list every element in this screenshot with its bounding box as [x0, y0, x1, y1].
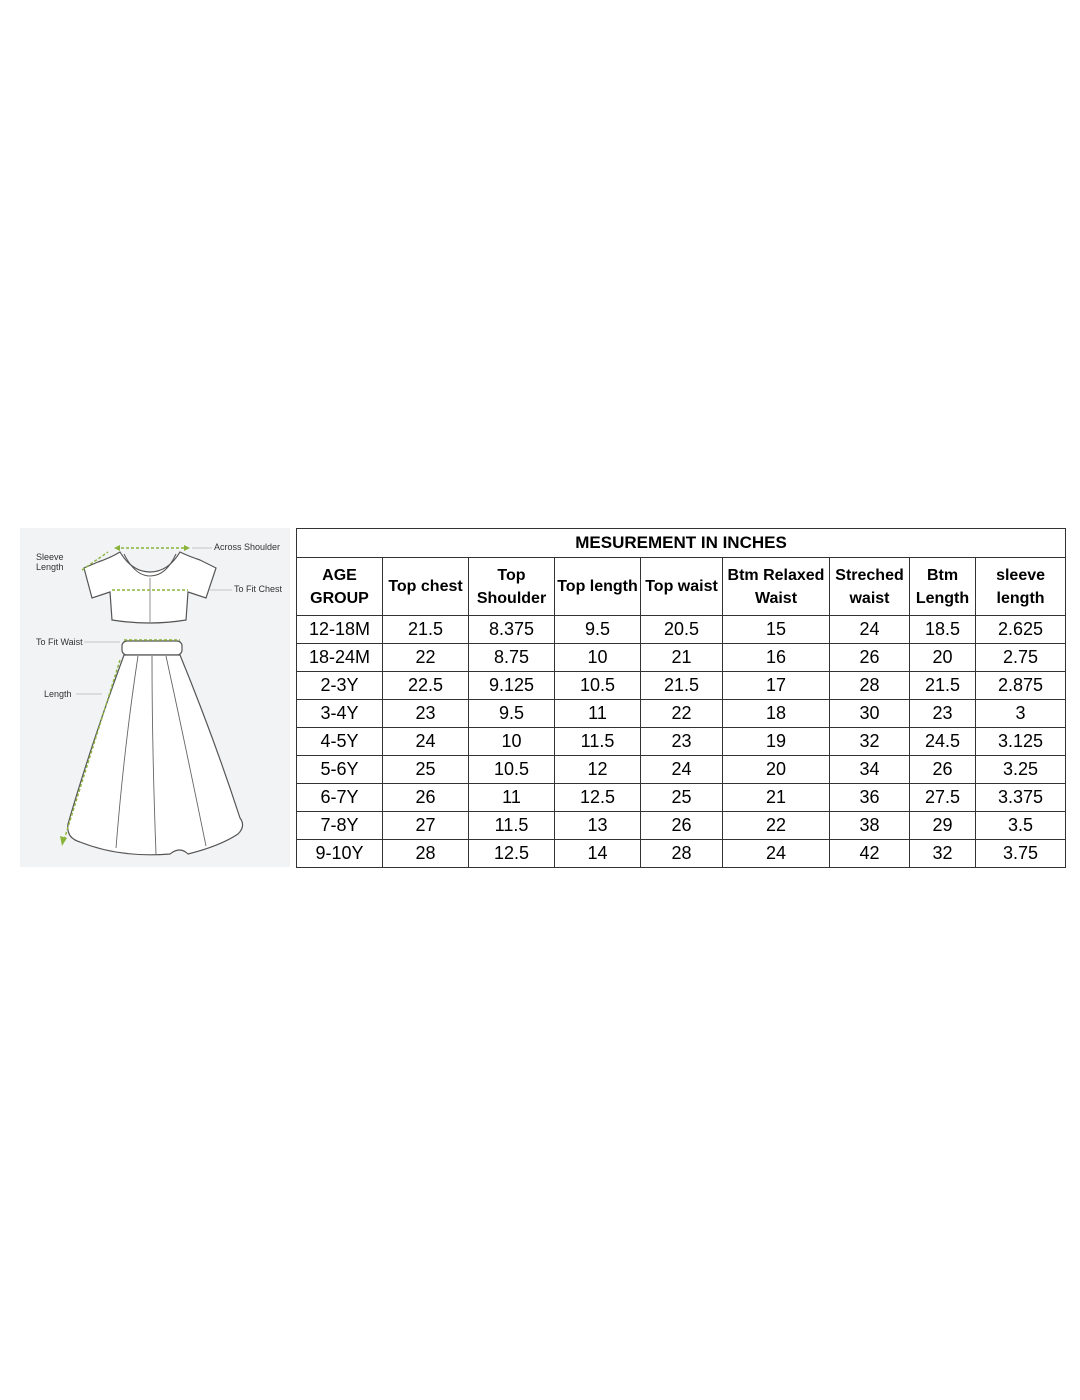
measurement-cell: 20	[910, 644, 976, 672]
column-header: Top chest	[383, 558, 469, 616]
measurement-cell: 9.125	[469, 672, 555, 700]
measurement-cell: 14	[555, 840, 641, 868]
measurement-cell: 24	[641, 756, 723, 784]
across-shoulder-label: Across Shoulder	[214, 542, 281, 552]
age-group-cell: 3-4Y	[297, 700, 383, 728]
column-header: AGE GROUP	[297, 558, 383, 616]
measurement-cell: 11.5	[555, 728, 641, 756]
measurement-cell: 42	[830, 840, 910, 868]
length-arrow-head	[60, 836, 67, 846]
measurement-cell: 24	[383, 728, 469, 756]
measurement-cell: 32	[830, 728, 910, 756]
header-row	[297, 558, 1066, 616]
measurement-cell: 38	[830, 812, 910, 840]
measurement-cell: 34	[830, 756, 910, 784]
measurement-cell: 21.5	[910, 672, 976, 700]
measurement-cell: 28	[830, 672, 910, 700]
measurement-cell: 24.5	[910, 728, 976, 756]
measurement-cell: 21.5	[641, 672, 723, 700]
measurement-cell: 9.5	[469, 700, 555, 728]
measurement-cell: 10.5	[469, 756, 555, 784]
measurement-cell: 13	[555, 812, 641, 840]
measurement-cell: 3	[976, 700, 1066, 728]
measurement-cell: 10	[469, 728, 555, 756]
measurement-cell: 25	[641, 784, 723, 812]
measurement-cell: 12.5	[469, 840, 555, 868]
measurement-cell: 12.5	[555, 784, 641, 812]
measurement-cell: 3.75	[976, 840, 1066, 868]
table-title: MESUREMENT IN INCHES	[297, 529, 1066, 558]
measurement-cell: 26	[910, 756, 976, 784]
measurement-cell: 30	[830, 700, 910, 728]
measurement-cell: 22.5	[383, 672, 469, 700]
measurement-cell: 21	[723, 784, 830, 812]
table-body	[297, 616, 1066, 868]
measurement-cell: 23	[641, 728, 723, 756]
table-row	[297, 784, 1066, 812]
column-header: Btm Relaxed Waist	[723, 558, 830, 616]
measurement-cell: 27	[383, 812, 469, 840]
measurement-cell: 10.5	[555, 672, 641, 700]
measurement-cell: 32	[910, 840, 976, 868]
sleeve-length-label: Sleeve Length	[36, 552, 64, 572]
measurement-cell: 23	[910, 700, 976, 728]
table-row	[297, 616, 1066, 644]
table-row	[297, 672, 1066, 700]
measurement-cell: 25	[383, 756, 469, 784]
measurement-cell: 9.5	[555, 616, 641, 644]
age-group-cell: 7-8Y	[297, 812, 383, 840]
age-group-cell: 18-24M	[297, 644, 383, 672]
measurement-cell: 19	[723, 728, 830, 756]
table-row	[297, 728, 1066, 756]
arrow-head-left	[114, 545, 120, 551]
measurement-cell: 22	[641, 700, 723, 728]
table-row	[297, 644, 1066, 672]
measurement-cell: 26	[641, 812, 723, 840]
measurement-cell: 15	[723, 616, 830, 644]
measurement-cell: 11	[555, 700, 641, 728]
measurement-cell: 21	[641, 644, 723, 672]
measurement-cell: 24	[723, 840, 830, 868]
measurement-cell: 8.375	[469, 616, 555, 644]
measurement-cell: 20	[723, 756, 830, 784]
measurement-cell: 26	[383, 784, 469, 812]
to-fit-chest-label: To Fit Chest	[234, 584, 283, 594]
column-header: Top Shoulder	[469, 558, 555, 616]
age-group-cell: 5-6Y	[297, 756, 383, 784]
measurement-cell: 26	[830, 644, 910, 672]
measurement-cell: 10	[555, 644, 641, 672]
table-row	[297, 840, 1066, 868]
table-row	[297, 700, 1066, 728]
measurement-cell: 3.375	[976, 784, 1066, 812]
measurement-cell: 22	[383, 644, 469, 672]
measurement-cell: 2.625	[976, 616, 1066, 644]
age-group-cell: 12-18M	[297, 616, 383, 644]
measurement-cell: 18	[723, 700, 830, 728]
measurement-cell: 2.875	[976, 672, 1066, 700]
measurement-cell: 29	[910, 812, 976, 840]
measurement-cell: 11	[469, 784, 555, 812]
measurement-cell: 28	[641, 840, 723, 868]
measurement-cell: 17	[723, 672, 830, 700]
length-label: Length	[44, 689, 72, 699]
measurement-cell: 16	[723, 644, 830, 672]
column-header: Top length	[555, 558, 641, 616]
to-fit-waist-label: To Fit Waist	[36, 637, 83, 647]
measurement-cell: 11.5	[469, 812, 555, 840]
measurement-cell: 23	[383, 700, 469, 728]
measurement-cell: 22	[723, 812, 830, 840]
measurement-cell: 20.5	[641, 616, 723, 644]
column-header: Top waist	[641, 558, 723, 616]
column-header: Btm Length	[910, 558, 976, 616]
measurement-cell: 21.5	[383, 616, 469, 644]
measurement-cell: 18.5	[910, 616, 976, 644]
measurement-cell: 12	[555, 756, 641, 784]
size-table	[296, 528, 1066, 868]
arrow-head-right	[184, 545, 190, 551]
measurement-cell: 27.5	[910, 784, 976, 812]
measurement-cell: 24	[830, 616, 910, 644]
column-header: Streched waist	[830, 558, 910, 616]
column-header: sleeve length	[976, 558, 1066, 616]
measurement-diagram	[20, 528, 290, 867]
age-group-cell: 6-7Y	[297, 784, 383, 812]
age-group-cell: 2-3Y	[297, 672, 383, 700]
size-chart	[296, 528, 1065, 867]
table-row	[297, 812, 1066, 840]
measurement-cell: 36	[830, 784, 910, 812]
measurement-cell: 3.125	[976, 728, 1066, 756]
measurement-cell: 2.75	[976, 644, 1066, 672]
measurement-cell: 3.5	[976, 812, 1066, 840]
measurement-cell: 8.75	[469, 644, 555, 672]
skirt-waistband	[122, 641, 182, 655]
age-group-cell: 4-5Y	[297, 728, 383, 756]
measurement-cell: 3.25	[976, 756, 1066, 784]
age-group-cell: 9-10Y	[297, 840, 383, 868]
table-row	[297, 756, 1066, 784]
measurement-cell: 28	[383, 840, 469, 868]
